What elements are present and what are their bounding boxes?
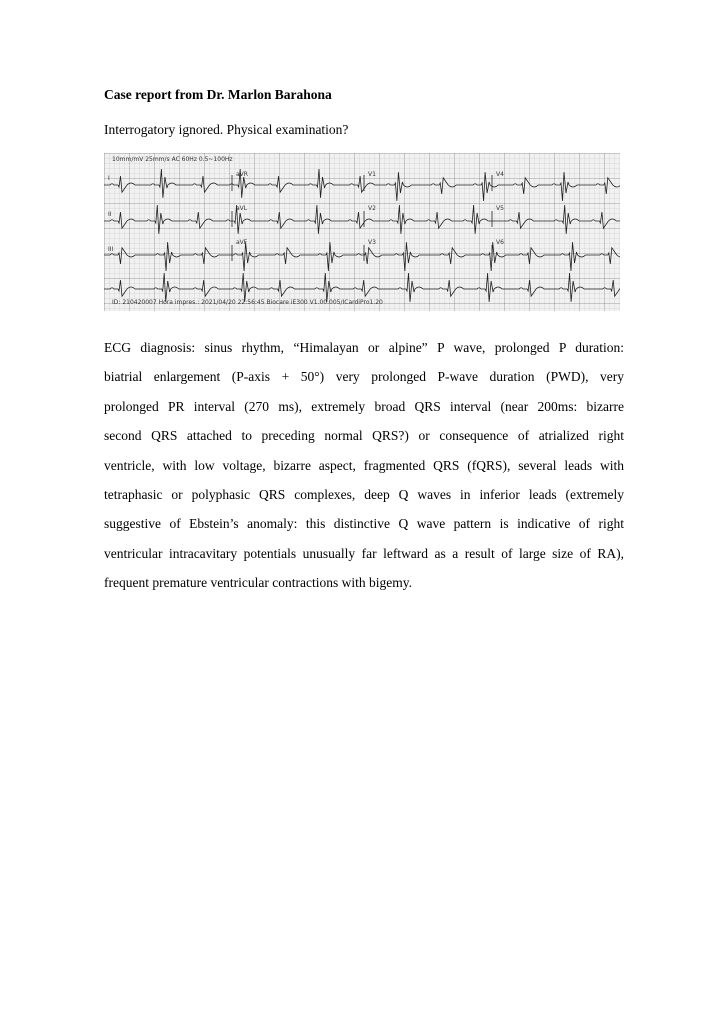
ecg-trace-row [104,273,620,302]
ecg-trace-row [104,242,620,271]
ecg-traces [104,153,620,311]
lead-label-v2: V2 [368,205,376,212]
lead-label-ii: II [108,211,112,218]
lead-label-i: I [108,175,110,182]
diagnosis-line: ECG diagnosis: sinus rhythm, “Himalayan or alpine” P wave, prolonged P duration: [104,340,624,355]
lead-label-v6: V6 [496,239,504,246]
lead-label-avf: aVF [236,239,248,246]
diagnosis-line: second QRS attached to preceding normal QRS?) or consequence of atrialized right [104,428,624,444]
diagnosis-line: biatrial enlargement (P-axis + 50°) very prolonged P-wave duration (PWD), very [104,369,624,385]
ecg-trace-row [104,169,620,201]
lead-label-v5: V5 [496,205,504,212]
ecg-diagnosis-paragraph [104,333,624,598]
lead-label-v3: V3 [368,239,376,246]
lead-label-v1: V1 [368,171,376,178]
ecg-header-text: 10mm/mV 25mm/s AC 60Hz 0.5~100Hz [112,156,233,163]
lead-label-avl: aVL [236,205,248,212]
ecg-trace-row [104,205,620,234]
case-report-title: Case report from Dr. Marlon Barahona [104,87,332,102]
diagnosis-line: ventricular intracavitary potentials unusually far leftward as a result of large size of RA), [104,545,624,561]
diagnosis-line: ventricle, with low voltage, bizarre aspect, fragmented QRS (fQRS), several leads with [104,457,624,473]
case-subtitle: Interrogatory ignored. Physical examination? [104,122,349,137]
diagnosis-line: frequent premature ventricular contractions with bigemy. [104,575,413,591]
ecg-footer-text: ID: 210420007 Hora impres.: 2021/04/20 22:56:45 Biocare iE300 V1.00.005/ICardiPro1.20 [112,299,383,306]
lead-label-v4: V4 [496,171,504,178]
lead-label-avr: aVR [236,171,248,178]
diagnosis-line: suggestive of Ebstein’s anomaly: this distinctive Q wave pattern is indicative of right [104,516,624,532]
diagnosis-line: prolonged PR interval (270 ms), extremely broad QRS interval (near 200ms: bizarre [104,398,624,414]
lead-label-iii: III [108,246,114,253]
ecg-image [104,153,620,311]
diagnosis-line: tetraphasic or polyphasic QRS complexes, deep Q waves in inferior leads (extremely [104,487,624,503]
